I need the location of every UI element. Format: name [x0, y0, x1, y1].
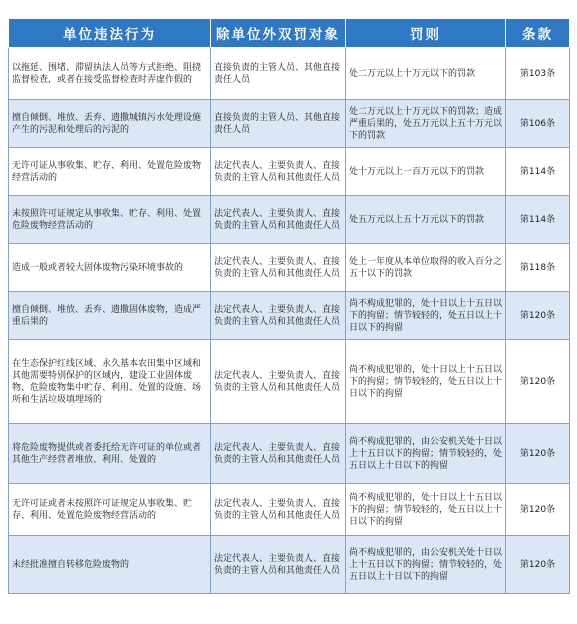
cell-article: 第106条: [506, 100, 570, 148]
cell-penalty: 处上一年度从本单位取得的收入百分之五十以下的罚款: [346, 244, 506, 292]
table-row: [9, 484, 570, 536]
cell-article: 第120条: [506, 484, 570, 536]
cell-penalty: 尚不构成犯罪的，处十日以上十五日以下的拘留；情节较轻的，处五日以上十日以下的拘留: [346, 340, 506, 424]
cell-behavior: 未按照许可证规定从事收集、贮存、利用、处置危险废物经营活动的: [9, 196, 211, 244]
cell-target: 法定代表人、主要负责人、直接负责的主管人员和其他责任人员: [211, 340, 346, 424]
cell-penalty: 处二万元以上十万元以下的罚款；造成严重后果的，处五万元以上五十万元以下的罚款: [346, 100, 506, 148]
cell-article: 第114条: [506, 196, 570, 244]
header-penalty: 罚则: [346, 19, 506, 48]
header-target: 除单位外双罚对象: [211, 19, 346, 48]
cell-target: 直接负责的主管人员、其他直接责任人员: [211, 100, 346, 148]
cell-article: 第120条: [506, 536, 570, 594]
cell-target: 法定代表人、主要负责人、直接负责的主管人员和其他责任人员: [211, 292, 346, 340]
cell-penalty: 尚不构成犯罪的，由公安机关处十日以上十五日以下的拘留；情节较轻的，处五日以上十日以下的拘留: [346, 536, 506, 594]
penalty-table: [8, 18, 570, 594]
cell-penalty: 尚不构成犯罪的，由公安机关处十日以上十五日以下的拘留；情节较轻的，处五日以上十日以下的拘留: [346, 424, 506, 484]
table-row: [9, 48, 570, 100]
cell-article: 第120条: [506, 424, 570, 484]
cell-penalty: 处二万元以上十万元以下的罚款: [346, 48, 506, 100]
cell-behavior: 在生态保护红线区域、永久基本农田集中区域和其他需要特别保护的区域内，建设工业固体废物、危险废物集中贮存、利用、处置的设施、场所和生活垃圾填埋场的: [9, 340, 211, 424]
table-row: [9, 244, 570, 292]
header-article: 条款: [506, 19, 570, 48]
table-row: [9, 196, 570, 244]
cell-target: 法定代表人、主要负责人、直接负责的主管人员和其他责任人员: [211, 244, 346, 292]
cell-target: 法定代表人、主要负责人、直接负责的主管人员和其他责任人员: [211, 196, 346, 244]
cell-article: 第120条: [506, 340, 570, 424]
cell-target: 法定代表人、主要负责人、直接负责的主管人员和其他责任人员: [211, 148, 346, 196]
table-row: [9, 424, 570, 484]
cell-behavior: 将危险废物提供或者委托给无许可证的单位或者其他生产经营者堆放、利用、处置的: [9, 424, 211, 484]
table-row: [9, 536, 570, 594]
cell-behavior: 无许可证从事收集、贮存、利用、处置危险废物经营活动的: [9, 148, 211, 196]
header-behavior: 单位违法行为: [9, 19, 211, 48]
cell-penalty: 处五万元以上五十万元以下的罚款: [346, 196, 506, 244]
table-row: [9, 148, 570, 196]
table-row: [9, 340, 570, 424]
cell-article: 第114条: [506, 148, 570, 196]
cell-article: 第120条: [506, 292, 570, 340]
cell-target: 法定代表人、主要负责人、直接负责的主管人员和其他责任人员: [211, 484, 346, 536]
cell-behavior: 以拖延、围堵、滞留执法人员等方式拒绝、阻挠监督检查，或者在接受监督检查时弄虚作假的: [9, 48, 211, 100]
cell-article: 第118条: [506, 244, 570, 292]
cell-target: 法定代表人、主要负责人、直接负责的主管人员和其他责任人员: [211, 424, 346, 484]
cell-target: 法定代表人、主要负责人、直接负责的主管人员和其他责任人员: [211, 536, 346, 594]
cell-penalty: 处十万元以上一百万元以下的罚款: [346, 148, 506, 196]
cell-behavior: 无许可证或者未按照许可证规定从事收集、贮存、利用、处置危险废物经营活动的: [9, 484, 211, 536]
cell-target: 直接负责的主管人员、其他直接责任人员: [211, 48, 346, 100]
cell-behavior: 造成一般或者较大固体废物污染环境事故的: [9, 244, 211, 292]
cell-behavior: 擅自倾倒、堆放、丢弃、遗撒固体废物，造成严重后果的: [9, 292, 211, 340]
cell-article: 第103条: [506, 48, 570, 100]
table-header-row: [9, 19, 570, 48]
table-row: [9, 292, 570, 340]
cell-penalty: 尚不构成犯罪的，处十日以上十五日以下的拘留；情节较轻的，处五日以上十日以下的拘留: [346, 484, 506, 536]
cell-behavior: 擅自倾倒、堆放、丢弃、遗撒城镇污水处理设施产生的污泥和处理后的污泥的: [9, 100, 211, 148]
cell-penalty: 尚不构成犯罪的，处十日以上十五日以下的拘留；情节较轻的，处五日以上十日以下的拘留: [346, 292, 506, 340]
table-row: [9, 100, 570, 148]
cell-behavior: 未经批准擅自转移危险废物的: [9, 536, 211, 594]
